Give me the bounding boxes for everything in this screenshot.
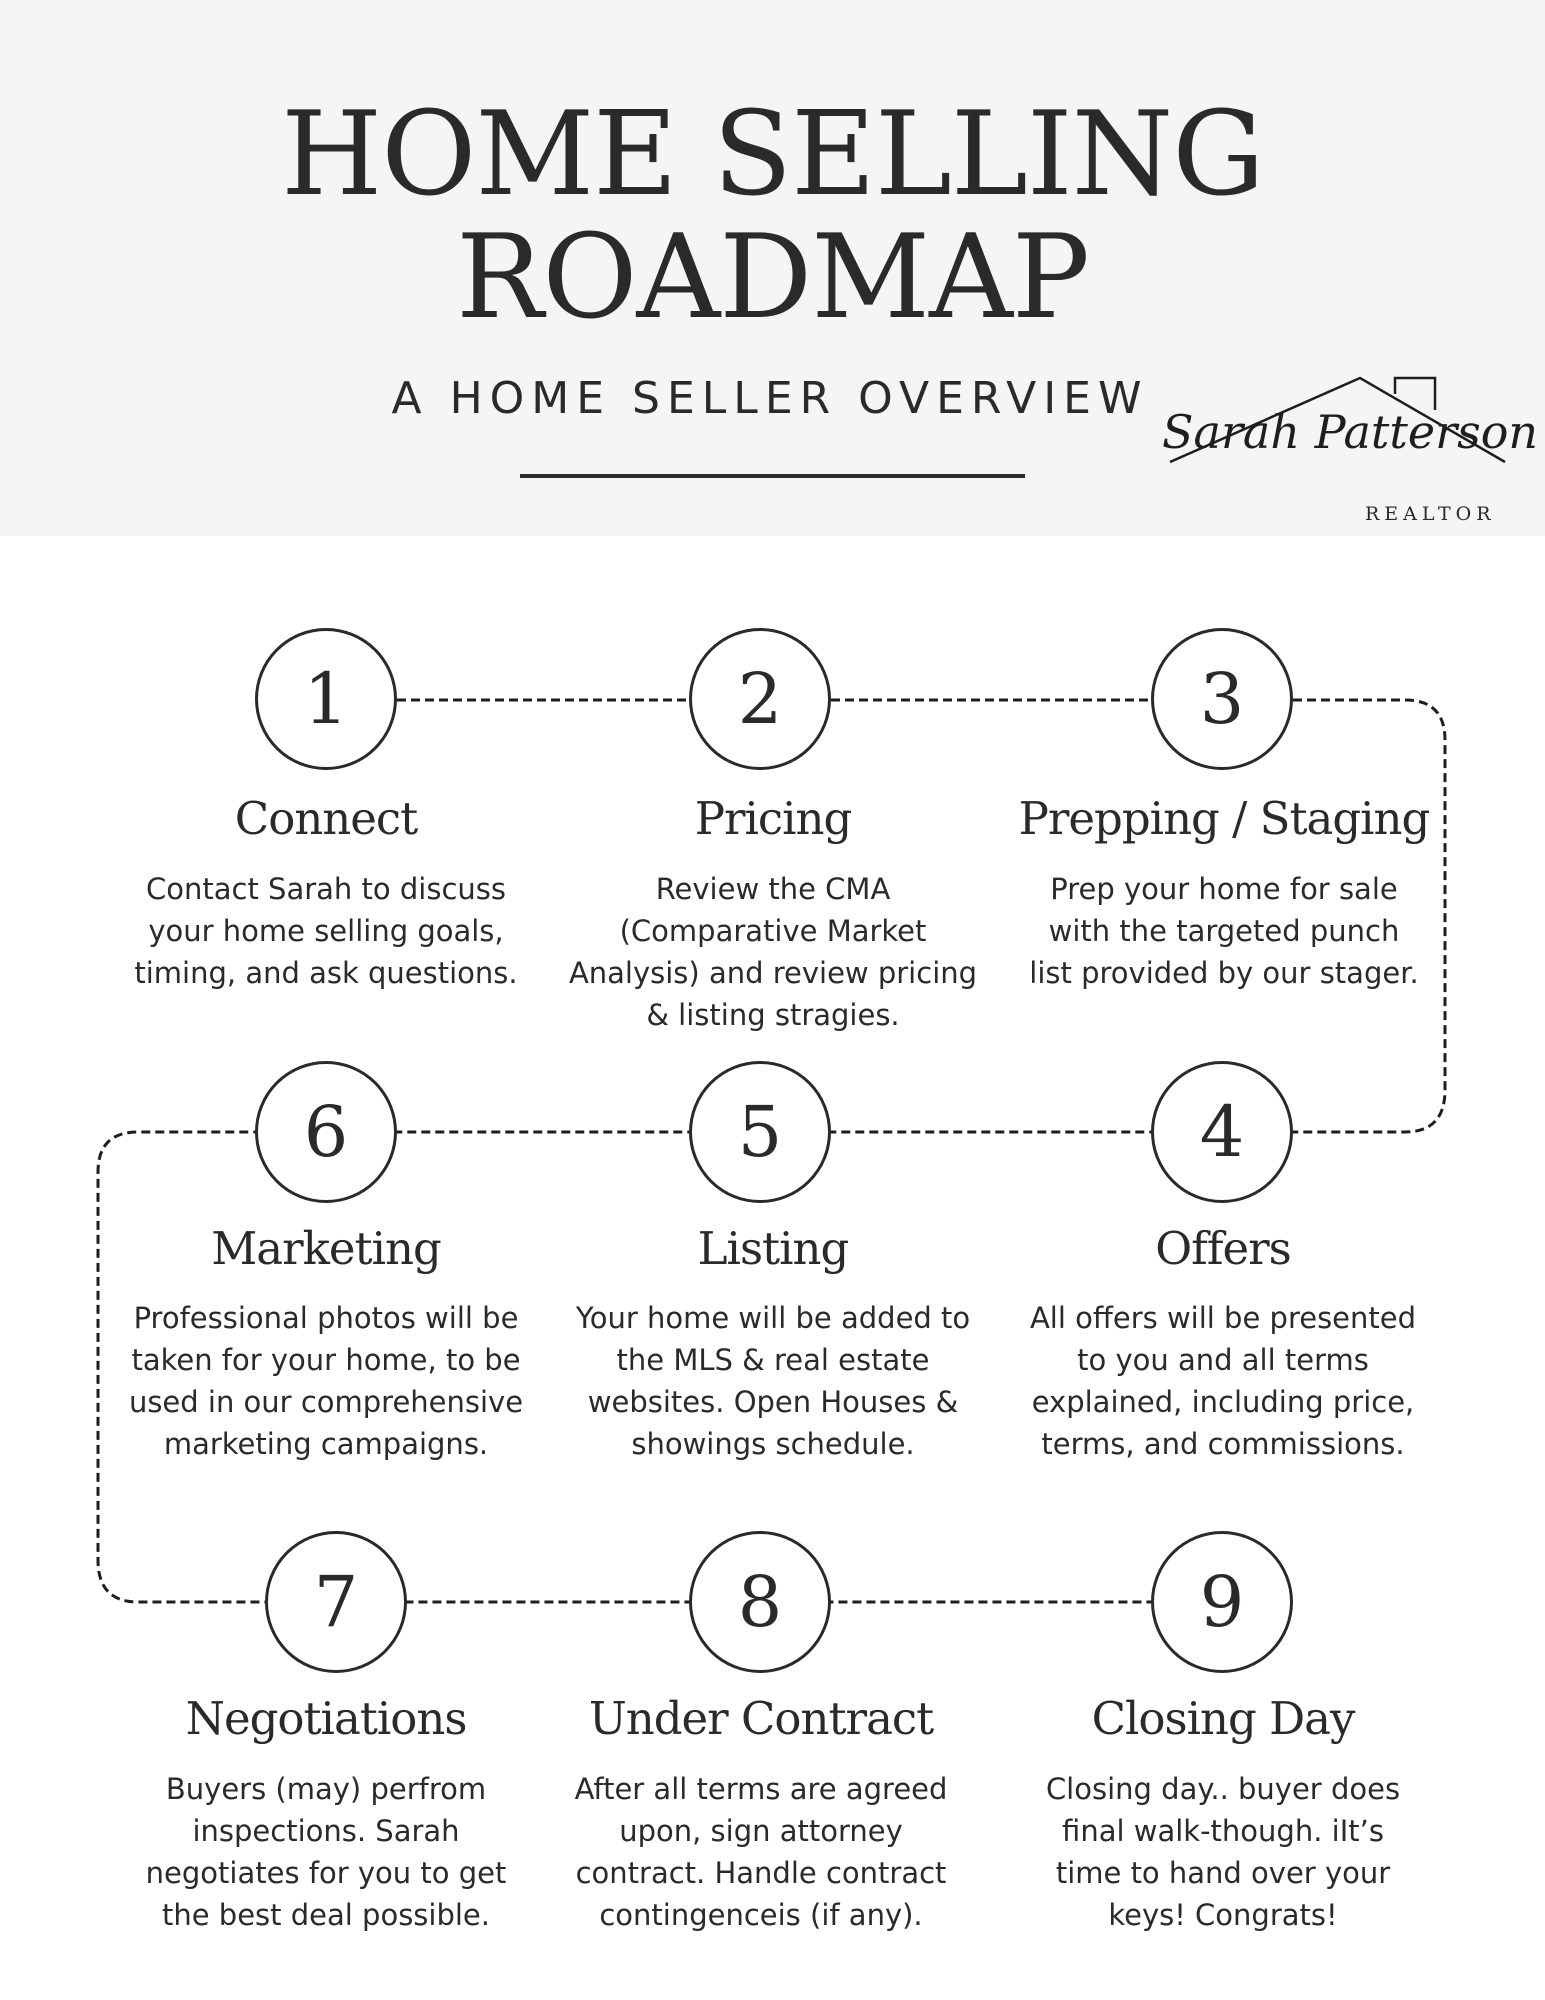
step-8-description: After all terms are agreed upon, sign attorney contract. Handle contract contingenceis (if any). bbox=[574, 1772, 948, 1932]
step-3-number-circle: 3 bbox=[1151, 628, 1293, 770]
step-4-number-circle: 4 bbox=[1151, 1061, 1293, 1203]
step-1-number-circle: 1 bbox=[255, 628, 397, 770]
step-9-description: Closing day.. buyer does final walk-though. iIt’s time to hand over your keys! Congrats! bbox=[1045, 1772, 1401, 1932]
step-2-description: Review the CMA (Comparative Market Analysis) and review pricing & listing stragies. bbox=[568, 872, 978, 1032]
step-1-title: Connect bbox=[234, 792, 418, 845]
step-6-description: Professional photos will be taken for your home, to be used in our comprehensive marketing campaigns. bbox=[128, 1301, 524, 1461]
step-8-number-circle: 8 bbox=[689, 1531, 831, 1673]
step-2-title: Pricing bbox=[694, 792, 852, 845]
logo-realtor-text: REALTOR bbox=[1365, 503, 1496, 525]
step-7-number-circle: 7 bbox=[265, 1531, 407, 1673]
step-3-title: Prepping / Staging bbox=[1018, 792, 1430, 845]
step-7-title: Negotiations bbox=[185, 1692, 467, 1745]
page-title-line-2: ROADMAP bbox=[456, 210, 1089, 345]
step-5-number-circle: 5 bbox=[689, 1061, 831, 1203]
step-1-description: Contact Sarah to discuss your home selling goals, timing, and ask questions. bbox=[134, 872, 518, 990]
page-subtitle: A HOME SELLER OVERVIEW bbox=[391, 373, 1149, 424]
step-9-number-circle: 9 bbox=[1151, 1531, 1293, 1673]
step-2-number-circle: 2 bbox=[689, 628, 831, 770]
step-5-description: Your home will be added to the MLS & real estate websites. Open Houses & showings schedule. bbox=[575, 1301, 971, 1461]
logo-signature: Sarah Patterson bbox=[1162, 405, 1539, 459]
step-4-description: All offers will be presented to you and all terms explained, including price, terms, and commissions. bbox=[1029, 1301, 1417, 1461]
step-4-title: Offers bbox=[1155, 1222, 1291, 1275]
step-3-description: Prep your home for sale with the targeted punch list provided by our stager. bbox=[1029, 872, 1419, 990]
page-title-line-1: HOME SELLING bbox=[281, 87, 1264, 222]
step-6-number-circle: 6 bbox=[255, 1061, 397, 1203]
step-8-title: Under Contract bbox=[588, 1692, 934, 1745]
step-6-title: Marketing bbox=[211, 1222, 441, 1275]
step-7-description: Buyers (may) perfrom inspections. Sarah negotiates for you to get the best deal possible. bbox=[145, 1772, 507, 1932]
step-9-title: Closing Day bbox=[1091, 1692, 1355, 1745]
step-5-title: Listing bbox=[697, 1222, 849, 1275]
